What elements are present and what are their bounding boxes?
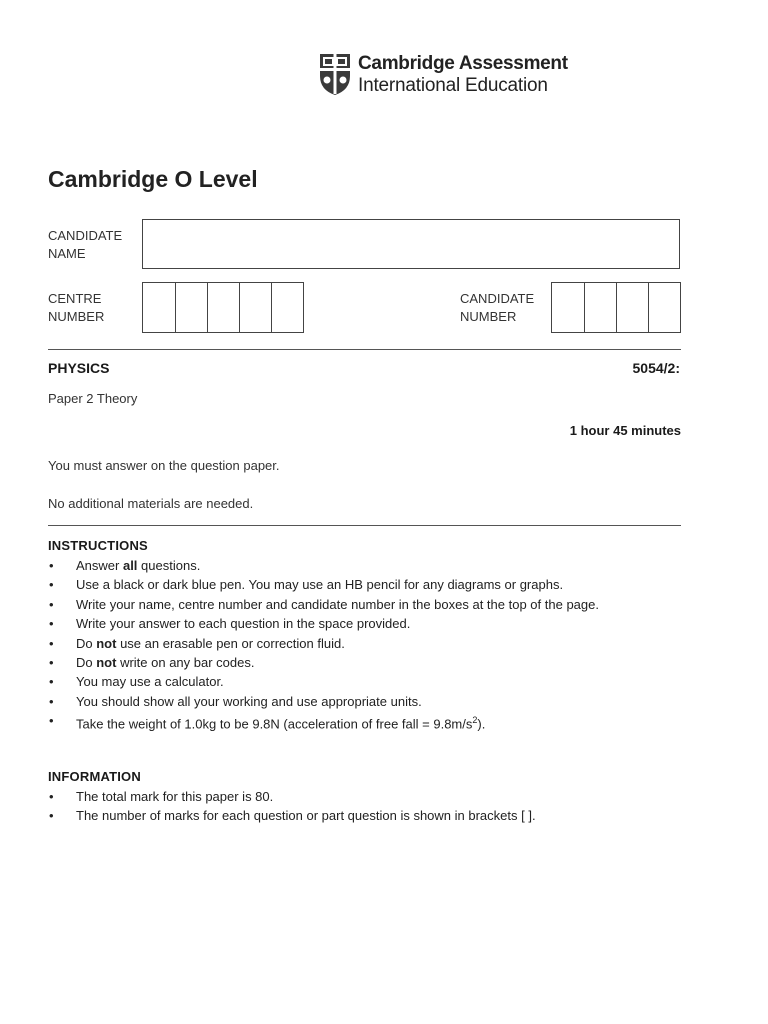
centre-number-digit[interactable] (207, 283, 239, 332)
information-item: • The total mark for this paper is 80. (49, 789, 274, 804)
org-name-line1: Cambridge Assessment (358, 52, 568, 74)
divider (48, 525, 681, 526)
candidate-number-label: CANDIDATE NUMBER (460, 291, 535, 324)
instructions-list (48, 556, 599, 734)
instruction-item: • Write your name, centre number and candidate number in the boxes at the top of the page. (49, 596, 599, 612)
instruction-item: • You should show all your working and use appropriate units. (49, 693, 422, 709)
instruction-item: • Do not use an erasable pen or correction fluid. (49, 635, 345, 651)
subject: PHYSICS (48, 360, 110, 376)
centre-number-digit[interactable] (143, 283, 175, 332)
paper-title: Paper 2 Theory (48, 391, 138, 406)
centre-number-digit[interactable] (175, 283, 207, 332)
instruction-item: • You may use a calculator. (49, 674, 224, 690)
information-heading: INFORMATION (48, 769, 141, 784)
instruction-item: • Do not write on any bar codes. (49, 655, 255, 671)
instructions-heading: INSTRUCTIONS (48, 538, 148, 553)
candidate-number-digit[interactable] (616, 283, 648, 332)
centre-number-digit[interactable] (271, 283, 303, 332)
centre-number-boxes (142, 282, 304, 333)
instruction-item: • Answer all questions. (49, 558, 201, 573)
candidate-number-boxes (551, 282, 681, 333)
instruction-item: • Take the weight of 1.0kg to be 9.8N (acceleration of free fall = $9.8m/s^2$). (49, 713, 486, 732)
instruction-item: • Use a black or dark blue pen. You may use an HB pencil for any diagrams or graphs. (49, 577, 564, 593)
candidate-number-digit[interactable] (648, 283, 680, 332)
instruction-item: • Write your answer to each question in the space provided. (49, 616, 411, 632)
information-list (48, 787, 536, 826)
information-item: • The number of marks for each question or part question is shown in brackets [ ]. (49, 808, 536, 824)
org-name-line2: International Education (358, 74, 548, 96)
candidate-name-label: CANDIDATE NAME (48, 228, 123, 261)
note-materials: No additional materials are needed. (48, 496, 254, 511)
candidate-number-digit[interactable] (584, 283, 616, 332)
logo (318, 52, 568, 96)
paper-code: 5054/2: (632, 360, 680, 376)
exam-title: Cambridge O Level (48, 166, 258, 192)
note-answer-on-paper: You must answer on the question paper. (48, 458, 280, 473)
cambridge-shield-icon (318, 52, 352, 96)
duration: 1 hour 45 minutes (569, 423, 681, 438)
centre-number-label: CENTRE NUMBER (48, 291, 105, 324)
centre-number-digit[interactable] (239, 283, 271, 332)
candidate-name-field[interactable] (142, 219, 680, 269)
divider (48, 349, 681, 350)
candidate-number-digit[interactable] (552, 283, 584, 332)
